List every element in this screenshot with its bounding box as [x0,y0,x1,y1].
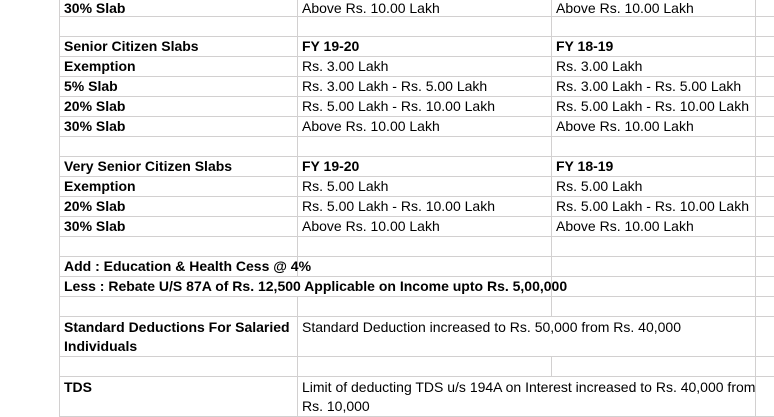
table-row-empty [60,297,774,317]
table-row [60,197,774,217]
cell-empty[interactable] [756,77,774,96]
cell-rebate-note[interactable]: Less : Rebate U/S 87A of Rs. 12,500 Applicable on Income upto Rs. 5,00,000 [60,277,552,296]
tax-slab-table [59,0,774,417]
table-row-standard-deduction [60,317,774,357]
cell-slab-label[interactable]: 30% Slab [60,217,298,236]
cell-section-title[interactable]: Very Senior Citizen Slabs [60,157,298,176]
cell-empty[interactable] [756,117,774,136]
cell-empty[interactable] [756,257,774,276]
cell-empty[interactable] [60,17,298,36]
cell-empty[interactable] [756,197,774,216]
table-row-cess-note [60,257,774,277]
cell-tds-label[interactable]: TDS [60,377,298,416]
table-row-section-header [60,37,774,57]
cell-empty[interactable] [756,377,774,416]
cell-standard-deduction-label[interactable] [60,317,298,356]
cell-empty[interactable] [756,17,774,36]
cell-empty[interactable] [552,257,756,276]
cell-fy1920-value[interactable]: Above Rs. 10.00 Lakh [298,117,552,136]
cell-slab-label[interactable]: 5% Slab [60,77,298,96]
cell-empty[interactable] [756,317,774,356]
cell-standard-deduction-value[interactable]: Standard Deduction increased to Rs. 50,000 from Rs. 40,000 [298,317,756,356]
cell-empty[interactable] [298,17,552,36]
cell-slab-label[interactable]: 30% Slab [60,0,298,16]
cell-empty[interactable] [552,17,756,36]
cell-empty[interactable] [552,297,756,316]
cell-empty[interactable] [756,0,774,16]
cell-fy1819-value[interactable]: Above Rs. 10.00 Lakh [552,217,756,236]
cell-fy1819-value[interactable]: Rs. 5.00 Lakh - Rs. 10.00 Lakh [552,197,756,216]
cell-slab-label[interactable]: Exemption [60,57,298,76]
cell-slab-label[interactable]: 20% Slab [60,97,298,116]
table-row [60,77,774,97]
cell-empty[interactable] [756,37,774,56]
table-row-tds [60,377,774,417]
cell-slab-label[interactable]: Exemption [60,177,298,196]
cell-empty[interactable] [756,177,774,196]
cell-fy1920-value[interactable]: Rs. 3.00 Lakh [298,57,552,76]
table-row [60,217,774,237]
label-line-2: Individuals [64,338,138,354]
cell-fy1920-value[interactable]: Above Rs. 10.00 Lakh [298,217,552,236]
cell-empty[interactable] [60,237,298,256]
cell-fy1920-value[interactable]: Rs. 5.00 Lakh - Rs. 10.00 Lakh [298,197,552,216]
cell-fy1920-value[interactable]: Rs. 5.00 Lakh [298,177,552,196]
cell-empty[interactable] [756,237,774,256]
cell-empty[interactable] [756,297,774,316]
cell-empty[interactable] [756,137,774,156]
table-row-empty [60,237,774,257]
cell-fy1819-value[interactable]: Rs. 3.00 Lakh - Rs. 5.00 Lakh [552,77,756,96]
cell-empty[interactable] [60,137,298,156]
cell-fy1819-value[interactable]: Rs. 5.00 Lakh [552,177,756,196]
cell-fy1920-header[interactable]: FY 19-20 [298,157,552,176]
cell-empty[interactable] [552,357,756,376]
table-row-section-header [60,157,774,177]
cell-fy1819-value[interactable]: Above Rs. 10.00 Lakh [552,0,756,16]
cell-slab-label[interactable]: 20% Slab [60,197,298,216]
value-line-1: Limit of deducting TDS u/s 194A on Interest increased to Rs. 40,000 from [302,379,756,395]
table-row-empty [60,357,774,377]
cell-fy1819-value[interactable]: Rs. 3.00 Lakh [552,57,756,76]
cell-fy1819-header[interactable]: FY 18-19 [552,157,756,176]
table-row [60,0,774,17]
table-row [60,177,774,197]
label-line-1: Standard Deductions For Salaried [64,319,290,335]
cell-fy1920-value[interactable]: Rs. 5.00 Lakh - Rs. 10.00 Lakh [298,97,552,116]
cell-empty[interactable] [552,137,756,156]
cell-fy1920-header[interactable]: FY 19-20 [298,37,552,56]
cell-tds-value[interactable] [298,377,756,416]
cell-empty[interactable] [756,157,774,176]
table-row [60,117,774,137]
value-line-2: Rs. 10,000 [302,398,370,414]
sheet-left-margin [0,0,59,405]
cell-empty[interactable] [552,237,756,256]
cell-fy1819-value[interactable]: Above Rs. 10.00 Lakh [552,117,756,136]
cell-cess-note[interactable]: Add : Education & Health Cess @ 4% [60,257,298,276]
cell-empty[interactable] [298,237,552,256]
cell-empty[interactable] [756,217,774,236]
cell-section-title[interactable]: Senior Citizen Slabs [60,37,298,56]
cell-empty[interactable] [756,57,774,76]
table-row-empty [60,17,774,37]
cell-empty[interactable] [298,297,552,316]
cell-empty[interactable] [756,97,774,116]
table-row-rebate-note [60,277,774,297]
cell-empty[interactable] [756,277,774,296]
table-row-empty [60,137,774,157]
cell-slab-label[interactable]: 30% Slab [60,117,298,136]
cell-empty[interactable] [552,277,756,296]
cell-fy1819-header[interactable]: FY 18-19 [552,37,756,56]
cell-fy1819-value[interactable]: Rs. 5.00 Lakh - Rs. 10.00 Lakh [552,97,756,116]
cell-fy1920-value[interactable]: Rs. 3.00 Lakh - Rs. 5.00 Lakh [298,77,552,96]
cell-empty[interactable] [60,357,298,376]
cell-empty[interactable] [298,257,552,276]
table-row [60,97,774,117]
cell-empty[interactable] [60,297,298,316]
cell-empty[interactable] [756,357,774,376]
cell-fy1920-value[interactable]: Above Rs. 10.00 Lakh [298,0,552,16]
table-row [60,57,774,77]
cell-empty[interactable] [298,357,552,376]
cell-empty[interactable] [298,137,552,156]
